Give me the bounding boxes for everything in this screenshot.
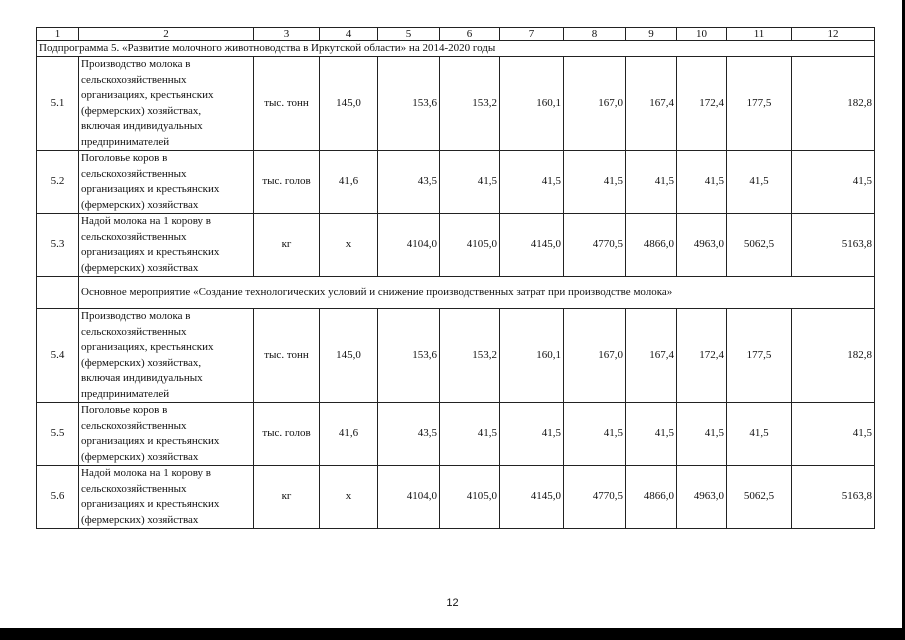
indicator-name [79,151,254,214]
indicator-name-line: организациях, крестьянских [81,89,214,101]
indicator-name-line: Поголовье коров в [81,152,168,164]
indicator-name-line: (фермерских) хозяйствах [81,198,199,211]
value-cell: х [320,466,378,529]
value-cell: 41,5 [792,151,875,214]
unit-cell: тыс. тонн [254,309,320,403]
indicator-name [79,57,254,151]
value-cell: 153,2 [440,309,500,403]
column-header: 1 [37,28,79,41]
table-row [37,57,875,151]
column-header: 11 [727,28,792,41]
unit-cell: тыс. голов [254,403,320,466]
value-cell: 41,6 [320,403,378,466]
column-header: 2 [79,28,254,41]
scan-edge-bottom [0,628,905,640]
value-cell: 4963,0 [677,214,727,277]
indicator-name-line: (фермерских) хозяйствах [81,513,199,526]
value-cell: 153,6 [378,57,440,151]
table-row [37,466,875,529]
value-cell: х [320,214,378,277]
subprogram-row [37,41,875,57]
column-header: 10 [677,28,727,41]
value-cell: 4145,0 [500,214,564,277]
unit-cell: кг [254,214,320,277]
value-cell: 167,4 [626,57,677,151]
column-header: 12 [792,28,875,41]
value-cell: 172,4 [677,57,727,151]
indicator-name-line: (фермерских) хозяйствах [81,261,199,274]
value-cell: 41,5 [792,403,875,466]
value-cell: 41,5 [727,151,792,214]
main-measure-row [37,277,875,309]
indicator-name-line: (фермерских) хозяйствах [81,450,199,463]
indicator-name-line: сельскохозяйственных [81,73,187,86]
value-cell: 5163,8 [792,466,875,529]
row-number: 5.6 [37,466,79,529]
value-cell: 4145,0 [500,466,564,529]
value-cell: 145,0 [320,57,378,151]
value-cell: 153,2 [440,57,500,151]
indicator-name [79,214,254,277]
value-cell: 182,8 [792,309,875,403]
value-cell: 41,5 [677,151,727,214]
table-row [37,151,875,214]
indicator-name-line: (фермерских) хозяйствах, [81,104,202,117]
row-number: 5.1 [37,57,79,151]
indicator-name-line: организациях и крестьянских [81,498,220,510]
indicator-name-line: сельскохозяйственных [81,325,187,338]
value-cell: 41,5 [500,151,564,214]
unit-cell: тыс. тонн [254,57,320,151]
row-number: 5.5 [37,403,79,466]
indicator-name-line: сельскохозяйственных [81,230,187,243]
value-cell: 145,0 [320,309,378,403]
value-cell: 41,5 [677,403,727,466]
indicator-name-line: сельскохозяйственных [81,419,187,432]
indicators-table [36,27,875,529]
value-cell: 43,5 [378,151,440,214]
value-cell: 5062,5 [727,214,792,277]
indicator-name [79,403,254,466]
indicator-name-line: организациях, крестьянских [81,341,214,353]
row-number: 5.3 [37,214,79,277]
indicator-name-line: Надой молока на 1 корову в [81,467,211,479]
indicator-name-line: Производство молока в [81,58,191,70]
indicator-name-line: организациях и крестьянских [81,435,220,447]
value-cell: 5062,5 [727,466,792,529]
table-row [37,403,875,466]
value-cell: 41,5 [440,151,500,214]
indicator-name-line: Поголовье коров в [81,404,168,416]
value-cell: 4105,0 [440,466,500,529]
indicator-name-line: предпринимателей [81,387,170,400]
value-cell: 167,0 [564,57,626,151]
indicator-name-line: сельскохозяйственных [81,482,187,495]
indicator-name [79,466,254,529]
value-cell: 4104,0 [378,214,440,277]
value-cell: 41,5 [626,151,677,214]
indicator-name-line: Надой молока на 1 корову в [81,215,211,227]
value-cell: 167,4 [626,309,677,403]
value-cell: 4770,5 [564,214,626,277]
row-number: 5.2 [37,151,79,214]
indicator-name-line: организациях и крестьянских [81,183,220,195]
value-cell: 4866,0 [626,214,677,277]
value-cell: 4105,0 [440,214,500,277]
value-cell: 41,6 [320,151,378,214]
indicator-name-line: сельскохозяйственных [81,167,187,180]
indicator-name-line: организациях и крестьянских [81,246,220,258]
value-cell: 177,5 [727,309,792,403]
value-cell: 4104,0 [378,466,440,529]
empty-cell [37,277,79,309]
value-cell: 41,5 [500,403,564,466]
value-cell: 153,6 [378,309,440,403]
value-cell: 41,5 [564,403,626,466]
unit-cell: тыс. голов [254,151,320,214]
column-header: 4 [320,28,378,41]
value-cell: 160,1 [500,57,564,151]
value-cell: 41,5 [727,403,792,466]
value-cell: 177,5 [727,57,792,151]
value-cell: 43,5 [378,403,440,466]
subprogram-title: Подпрограмма 5. «Развитие молочного животноводства в Иркутской области» на 2014-2020 годы [37,41,875,57]
value-cell: 4866,0 [626,466,677,529]
value-cell: 4770,5 [564,466,626,529]
value-cell: 167,0 [564,309,626,403]
indicator-name-line: включая индивидуальных [81,120,203,132]
table-row [37,214,875,277]
indicator-name-line: включая индивидуальных [81,372,203,384]
value-cell: 41,5 [626,403,677,466]
main-measure-title: Основное мероприятие «Создание технологических условий и снижение производственных затрат при производстве молока» [79,277,875,309]
value-cell: 4963,0 [677,466,727,529]
page-number: 12 [446,597,459,609]
value-cell: 5163,8 [792,214,875,277]
value-cell: 182,8 [792,57,875,151]
value-cell: 160,1 [500,309,564,403]
column-header: 8 [564,28,626,41]
column-number-row [37,28,875,41]
table-row [37,309,875,403]
column-header: 9 [626,28,677,41]
value-cell: 41,5 [564,151,626,214]
column-header: 7 [500,28,564,41]
column-header: 6 [440,28,500,41]
value-cell: 41,5 [440,403,500,466]
unit-cell: кг [254,466,320,529]
value-cell: 172,4 [677,309,727,403]
row-number: 5.4 [37,309,79,403]
indicator-name-line: предпринимателей [81,135,170,148]
column-header: 3 [254,28,320,41]
indicator-name-line: Производство молока в [81,310,191,322]
indicator-name-line: (фермерских) хозяйствах, [81,356,202,369]
column-header: 5 [378,28,440,41]
indicator-name [79,309,254,403]
